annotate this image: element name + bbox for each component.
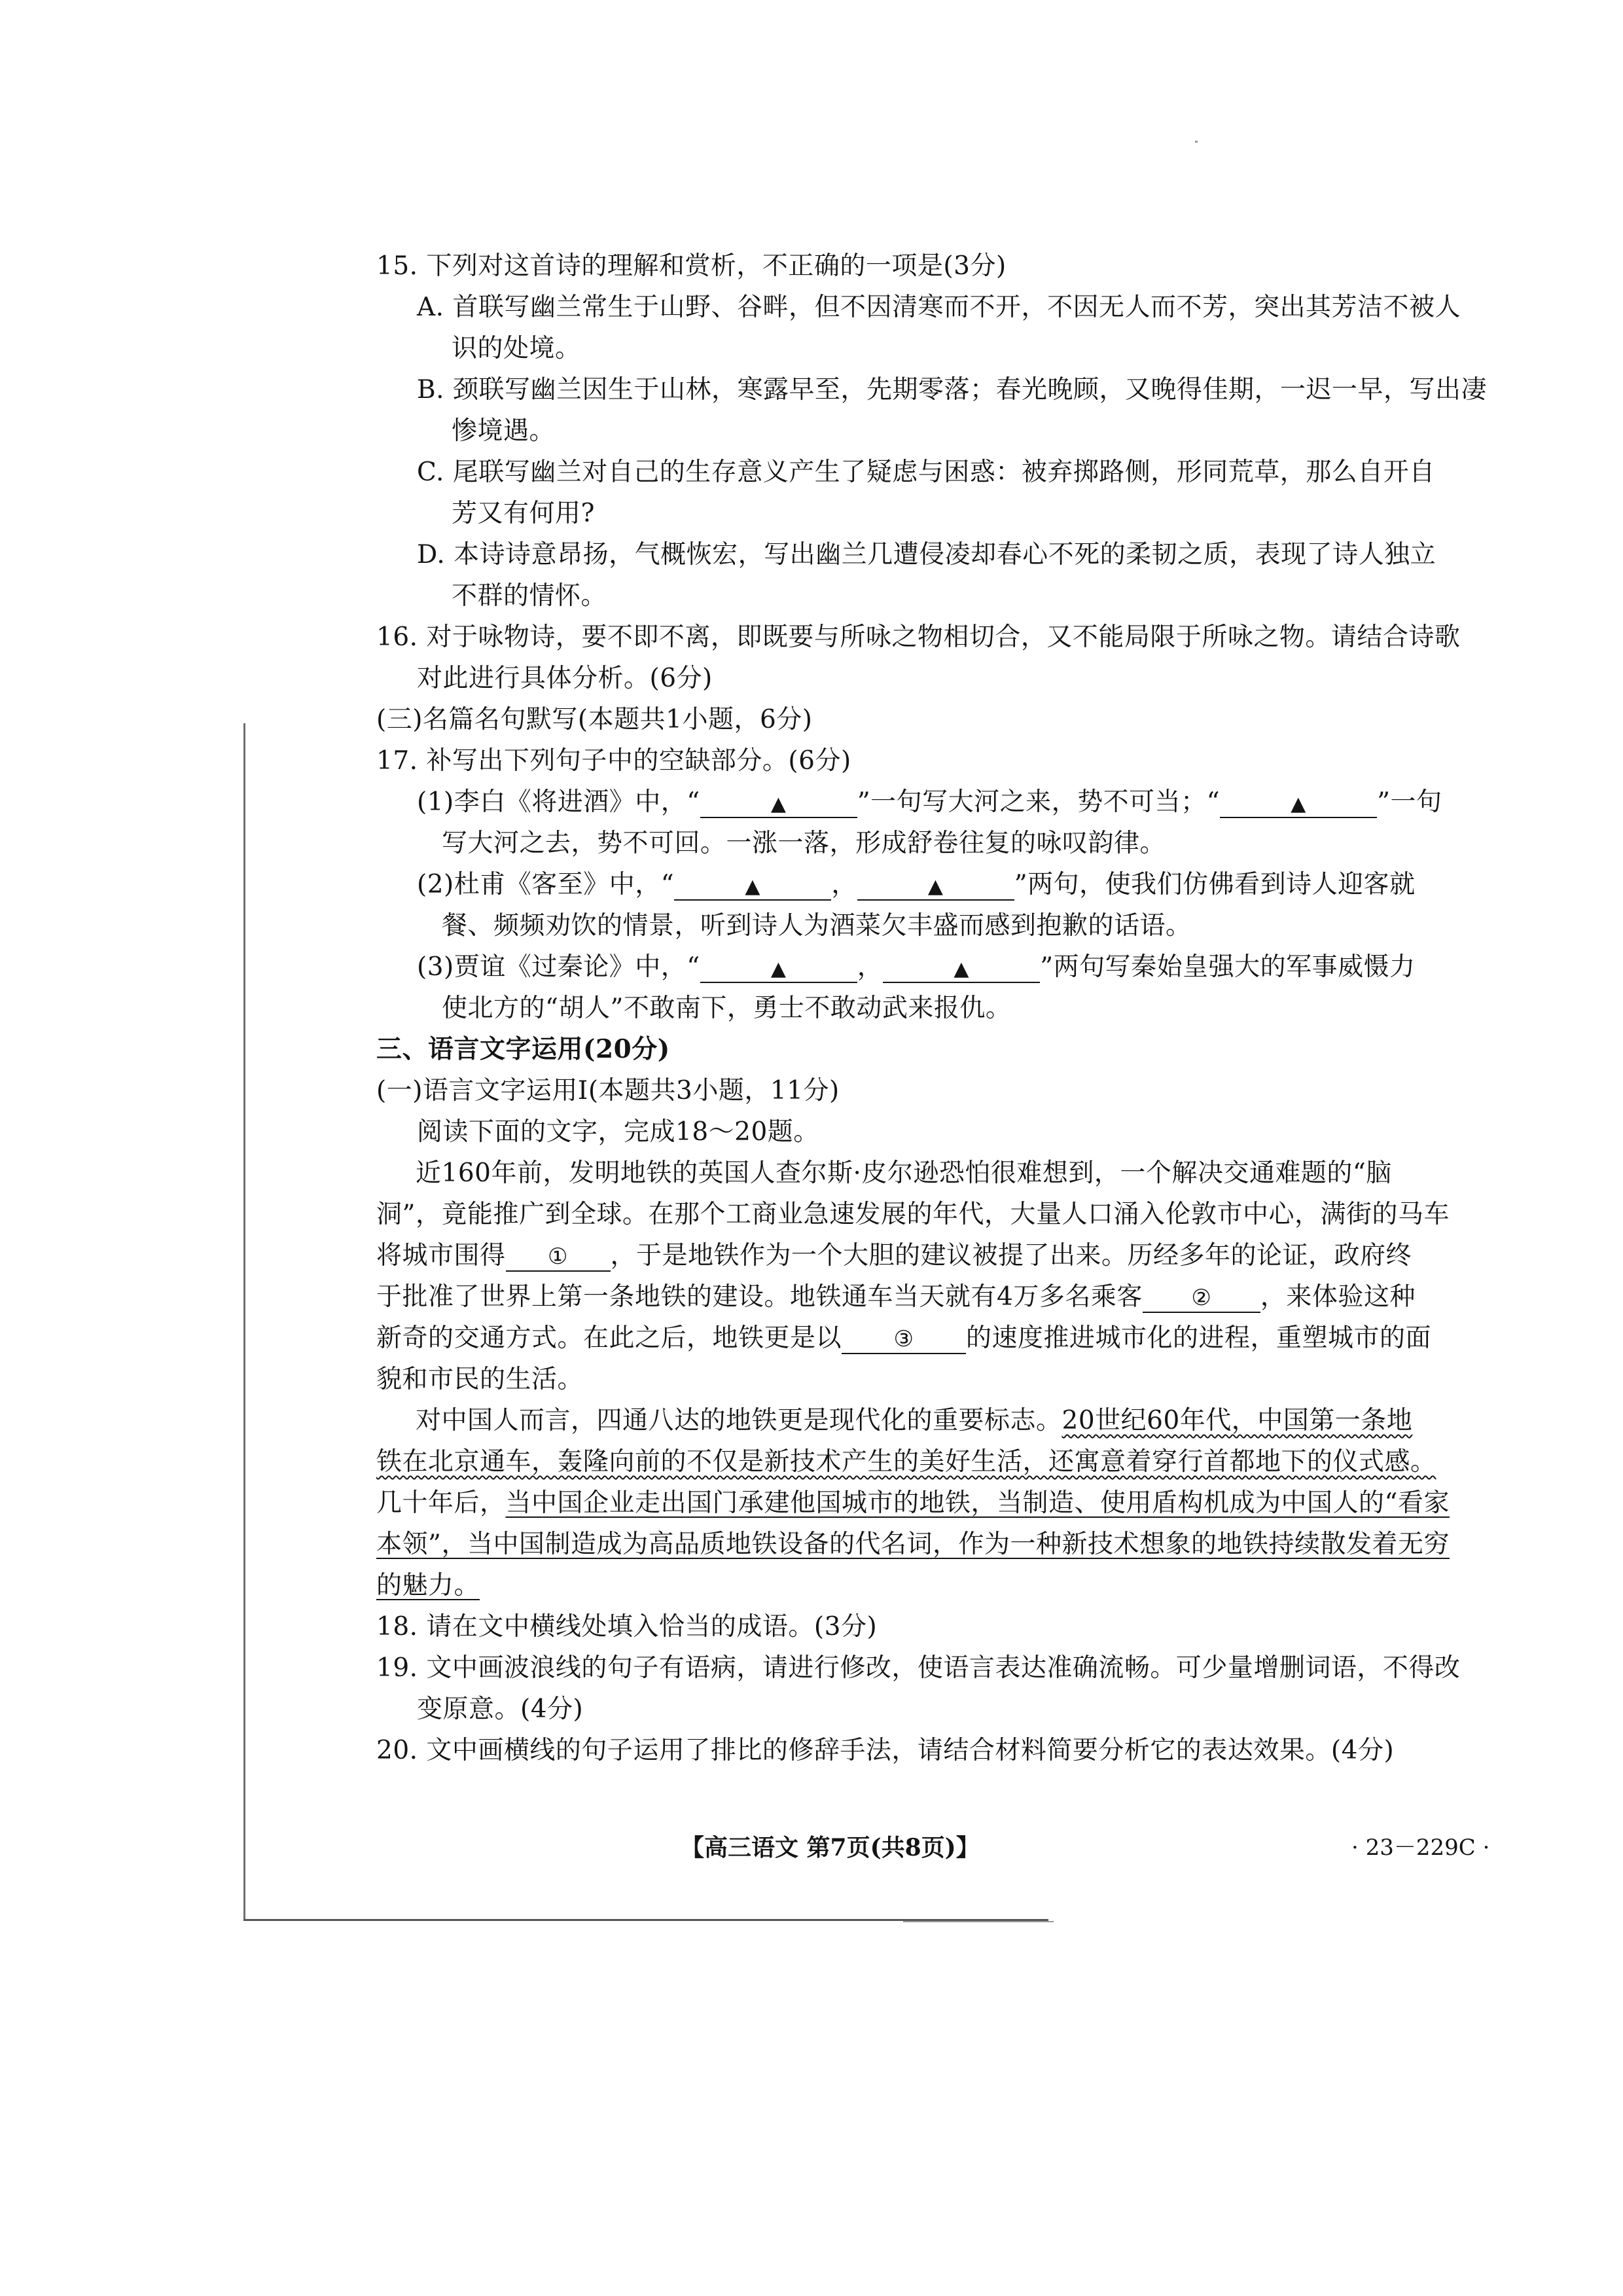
wavy-underlined-sentence: 20世纪60年代，中国第一条地 <box>1061 1406 1413 1435</box>
passage-text: 几十年后， <box>376 1488 506 1518</box>
q15-option-d-line1: D. 本诗诗意昂扬，气概恢宏，写出幽兰几遭侵凌却春心不死的柔韧之质，表现了诗人独立 <box>417 540 1436 569</box>
triangle-marker: ▲ <box>770 958 787 980</box>
q17-item1-suffix: ”一句 <box>1377 787 1442 817</box>
passage-p1-line1: 近160年前，发明地铁的英国人查尔斯·皮尔逊恐怕很难想到，一个解决交通难题的“脑 <box>416 1158 1392 1188</box>
underlined-sentence: 的魅力。 <box>376 1571 480 1600</box>
part-3-heading: 三、语言文字运用(20分) <box>376 1034 670 1064</box>
passage-text: ，于是地铁作为一个大胆的建议被提了出来。历经多年的论证，政府终 <box>610 1241 1412 1270</box>
q17-item1-line2: 写大河之去，势不可回。一涨一落，形成舒卷往复的咏叹韵律。 <box>442 829 1166 858</box>
underlined-sentence: 当中国企业走出国门承建他国城市的地铁，当制造、使用盾构机成为中国人的“看家 <box>505 1488 1450 1518</box>
passage-p2-line3 <box>376 1482 1463 1524</box>
fill-blank-3 <box>842 1324 966 1354</box>
margin-border-vertical <box>243 723 245 1921</box>
q15-option-c-line1: C. 尾联写幽兰对自己的生存意义产生了疑虑与困惑：被弃掷路侧，形同荒草，那么自开自 <box>417 457 1435 487</box>
passage-text: 的速度推进城市化的进程，重塑城市的面 <box>966 1323 1432 1353</box>
q17-item3-prefix: (3)贾谊《过秦论》中，“ <box>417 952 700 982</box>
q17-item2-prefix: (2)杜甫《客至》中，“ <box>417 870 675 899</box>
q15-option-b-line2: 惨境遇。 <box>452 416 556 446</box>
scan-speck <box>1195 141 1198 143</box>
passage-text: 于批准了世界上第一条地铁的建设。地铁通车当天就有4万多名乘客 <box>376 1282 1143 1312</box>
fill-blank-2 <box>1143 1283 1260 1313</box>
section-3-heading: (三)名篇名句默写(本题共1小题，6分) <box>376 705 813 734</box>
passage-p1-line2: 洞”，竟能推广到全球。在那个工商业急速发展的年代，大量人口涌入伦敦市中心，满街的马车 <box>376 1200 1450 1229</box>
q17-blank-1 <box>700 788 857 818</box>
passage-p2-line4 <box>376 1524 1463 1565</box>
q17-item1-prefix: (1)李白《将进酒》中，“ <box>417 787 700 817</box>
underlined-sentence: 本领”，当中国制造成为高品质地铁设备的代名词，作为一种新技术想象的地铁持续散发着无穷 <box>376 1530 1450 1559</box>
q15-stem: 15. 下列对这首诗的理解和赏析，不正确的一项是(3分) <box>376 251 1007 281</box>
triangle-marker: ▲ <box>770 793 787 816</box>
passage-p1-line4 <box>376 1276 1463 1318</box>
q17-item3-suffix: ”两句写秦始皇强大的军事威慑力 <box>1040 952 1416 982</box>
q17-blank-3 <box>674 870 831 901</box>
q15-option-d-line2: 不群的情怀。 <box>452 581 607 611</box>
passage-p2-line1 <box>376 1400 1463 1441</box>
q17-item3-line1 <box>376 946 1463 988</box>
passage-text: ，来体验这种 <box>1260 1282 1416 1312</box>
q19-line1: 19. 文中画波浪线的句子有语病，请进行修改，使语言表达准确流畅。可少量增删词语，不得改 <box>376 1653 1461 1683</box>
q17-blank-6 <box>883 953 1040 983</box>
q15-option-a-line2: 识的处境。 <box>452 334 581 363</box>
q20: 20. 文中画横线的句子运用了排比的修辞手法，请结合材料简要分析它的表达效果。(4分) <box>376 1736 1395 1765</box>
page-footer: 【高三语文 第7页(共8页)】 <box>681 1834 980 1861</box>
triangle-marker: ▲ <box>927 875 944 898</box>
q17-item2-line2: 餐、频频劝饮的情景，听到诗人为酒菜欠丰盛而感到抱歉的话语。 <box>442 911 1192 941</box>
triangle-marker: ▲ <box>1291 793 1306 816</box>
q18: 18. 请在文中横线处填入恰当的成语。(3分) <box>376 1612 878 1641</box>
q17-item2-suffix: ”两句，使我们仿佛看到诗人迎客就 <box>1014 870 1416 899</box>
exam-code: · 23－229C · <box>1351 1835 1490 1861</box>
subsection-1-heading: (一)语言文字运用Ⅰ(本题共3小题，11分) <box>376 1076 840 1105</box>
q17-blank-5 <box>700 953 857 983</box>
passage-p2-line5 <box>376 1565 1463 1606</box>
q16-line2: 对此进行具体分析。(6分) <box>417 664 713 693</box>
q17-item3-line2: 使北方的“胡人”不敢南下，勇士不敢动武来报仇。 <box>442 994 1012 1023</box>
circled-number-1: ① <box>548 1244 568 1270</box>
reading-instruction: 阅读下面的文字，完成18～20题。 <box>417 1117 819 1147</box>
q15-option-a-line1: A. 首联写幽兰常生于山野、谷畔，但不因清寒而不开，不因无人而不芳，突出其芳洁不被人 <box>417 293 1461 322</box>
triangle-marker: ▲ <box>954 958 969 980</box>
q17-item1-mid: ”一句写大河之来，势不可当；“ <box>857 787 1221 817</box>
triangle-marker: ▲ <box>745 875 760 898</box>
q17-blank-4 <box>857 870 1014 901</box>
passage-text: 对中国人而言，四通八达的地铁更是现代化的重要标志。 <box>416 1406 1062 1435</box>
wavy-underlined-sentence: 铁在北京通车，轰隆向前的不仅是新技术产生的美好生活，还寓意着穿行首都地下的仪式感。 <box>376 1447 1436 1477</box>
q17-blank-2 <box>1220 788 1377 818</box>
passage-p1-line5 <box>376 1318 1463 1359</box>
q15-option-b-line1: B. 颈联写幽兰因生于山林，寒露早至，先期零落；春光晚顾，又晚得佳期，一迟一早，写出凄 <box>417 375 1487 404</box>
q17-stem: 17. 补写出下列句子中的空缺部分。(6分) <box>376 746 851 776</box>
exam-content <box>376 245 1487 1771</box>
circled-number-2: ② <box>1191 1285 1212 1311</box>
q15-option-c-line2: 芳又有何用? <box>452 499 595 528</box>
margin-border-fragment <box>903 1921 1054 1922</box>
q17-item2-line1 <box>376 864 1463 905</box>
passage-p1-line6: 貌和市民的生活。 <box>376 1365 584 1394</box>
fill-blank-1 <box>506 1242 611 1272</box>
passage-text: 新奇的交通方式。在此之后，地铁更是以 <box>376 1323 842 1353</box>
q17-item3-sep: ， <box>857 952 883 982</box>
passage-p2-line2 <box>376 1441 1463 1482</box>
q17-item1-line1 <box>376 781 1463 823</box>
passage-text: 将城市围得 <box>376 1241 506 1270</box>
q19-line2: 变原意。(4分) <box>417 1695 584 1724</box>
q17-item2-sep: ， <box>831 870 857 899</box>
circled-number-3: ③ <box>893 1326 914 1352</box>
passage-p1-line3 <box>376 1235 1463 1276</box>
q16-line1: 16. 对于咏物诗，要不即不离，即既要与所咏之物相切合，又不能局限于所咏之物。请结合诗歌 <box>376 622 1461 652</box>
